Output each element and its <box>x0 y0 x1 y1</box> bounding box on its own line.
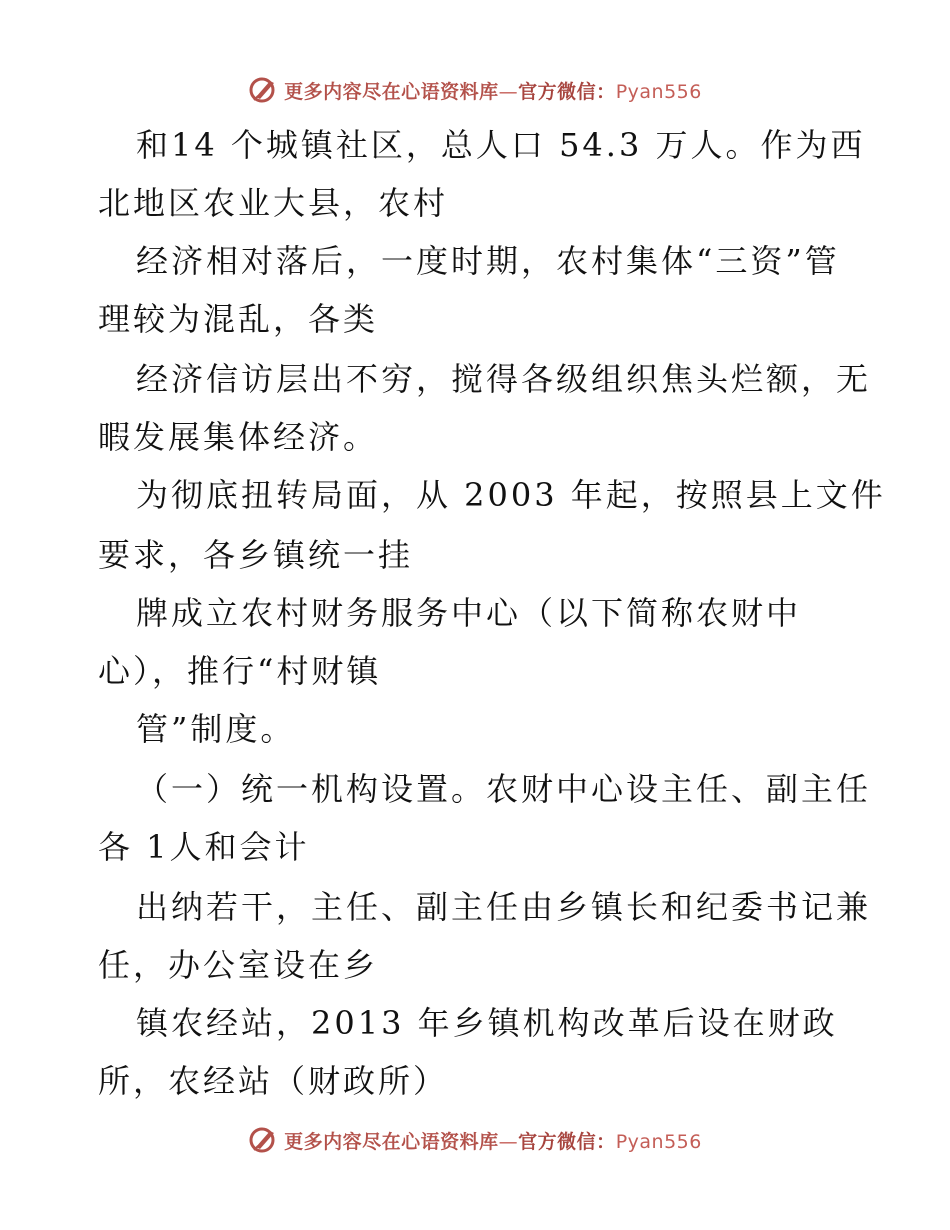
banner-wechat-id: Pyan556 <box>615 1130 702 1153</box>
text-line: 北地区农业大县，农村 <box>98 184 449 222</box>
banner-dash: — <box>498 80 519 103</box>
text-line: 为彻底扭转局面，从 2003 年起，按照县上文件 <box>136 476 886 514</box>
banner-main-text: 更多内容尽在心语资料库 <box>284 1130 499 1153</box>
header-banner <box>0 70 950 110</box>
footer-banner <box>0 1120 950 1160</box>
banner-official-label: 官方微信： <box>518 1130 616 1153</box>
quill-circle-icon <box>248 1125 278 1155</box>
banner-text <box>284 1127 702 1154</box>
text-line: 镇农经站，2013 年乡镇机构改革后设在财政 <box>136 1004 838 1042</box>
text-line: 经济相对落后，一度时期，农村集体“三资”管 <box>136 242 840 280</box>
banner-official-label: 官方微信： <box>518 80 616 103</box>
text-line: 牌成立农村财务服务中心（以下简称农财中 <box>136 594 802 632</box>
text-line: 经济信访层出不穷，搅得各级组织焦头烂额，无 <box>136 360 872 398</box>
quill-circle-icon <box>248 75 278 105</box>
text-line: 和14 个城镇社区，总人口 54.3 万人。作为西 <box>136 126 866 164</box>
banner-main-text: 更多内容尽在心语资料库 <box>284 80 499 103</box>
text-line: 心），推行“村财镇 <box>98 652 382 690</box>
text-line: 各 1人和会计 <box>98 828 310 866</box>
text-line: 暇发展集体经济。 <box>98 418 379 456</box>
text-line: 任，办公室设在乡 <box>98 946 379 984</box>
text-line: 管”制度。 <box>136 710 296 748</box>
banner-wechat-id: Pyan556 <box>615 80 702 103</box>
text-line: （一）统一机构设置。农财中心设主任、副主任 <box>136 770 872 808</box>
text-line: 理较为混乱，各类 <box>98 300 379 338</box>
banner-text <box>284 77 702 104</box>
banner-dash: — <box>498 1130 519 1153</box>
text-line: 所，农经站（财政所） <box>98 1062 449 1100</box>
text-line: 要求，各乡镇统一挂 <box>98 536 414 574</box>
text-line: 出纳若干，主任、副主任由乡镇长和纪委书记兼 <box>136 888 872 926</box>
